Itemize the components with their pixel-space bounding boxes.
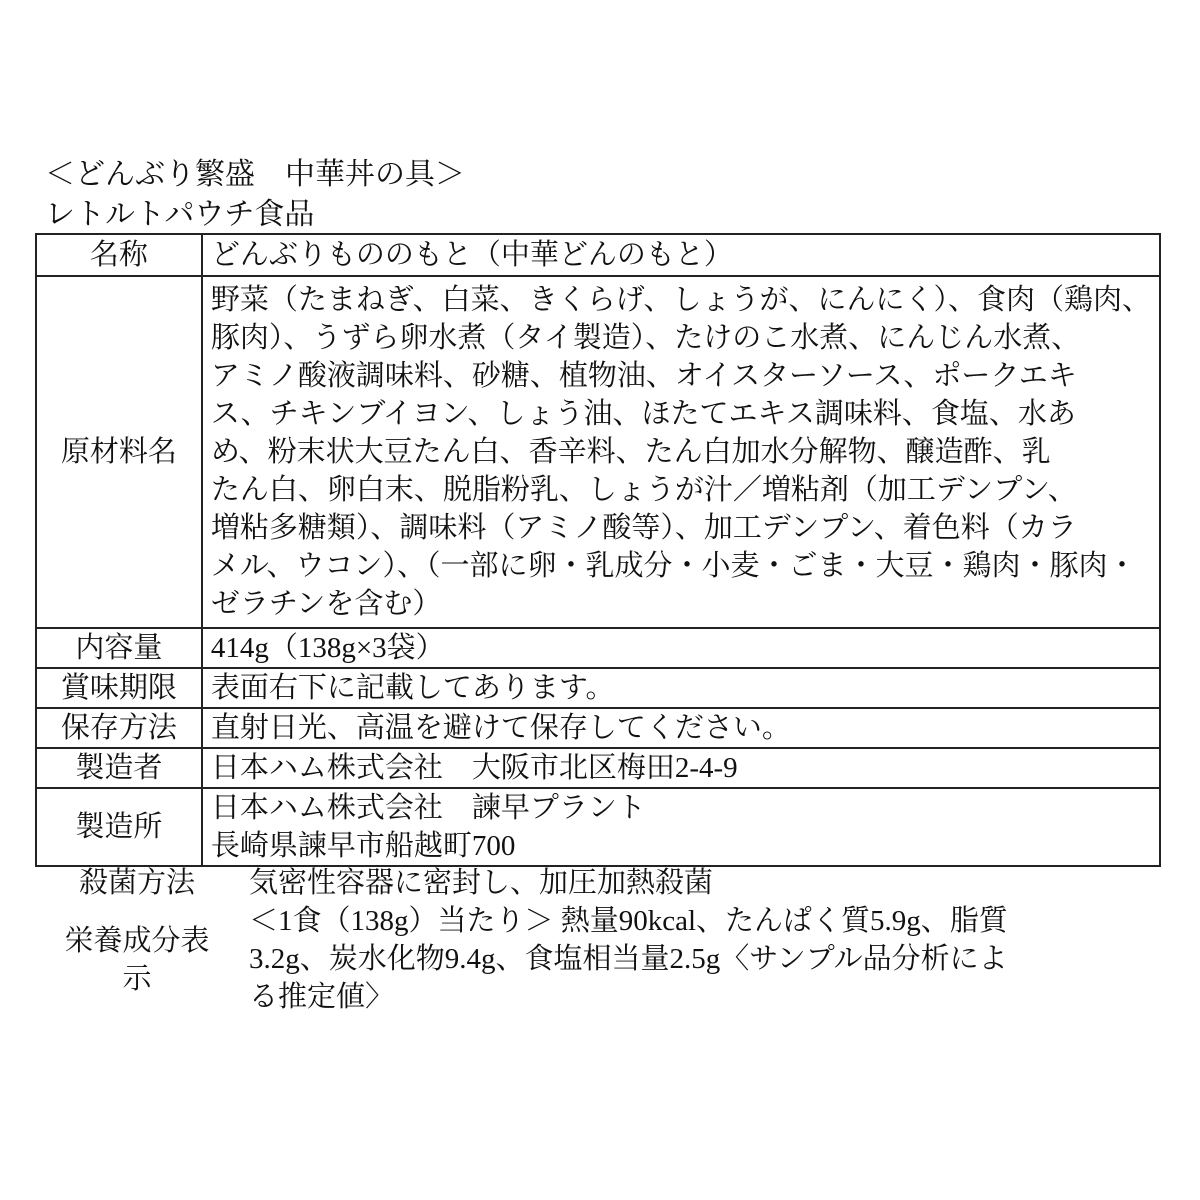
row-ingredients [36,276,1160,628]
ingredients-line: アミノ酸液調味料、砂糖、植物油、オイスターソース、ポークエキ [210,360,1077,392]
row-label: 保存方法 [36,708,202,748]
row-plant [36,788,1160,866]
row-label: 製造者 [36,748,202,788]
ingredients-line: 野菜（たまねぎ、白菜、きくらげ、しょうが、にんにく）、食肉（鶏肉、 [210,284,1151,316]
ingredients-value [202,276,1160,628]
plant-line: 日本ハム株式会社 諫早プラント [210,792,646,824]
row-label: 製造所 [36,788,202,866]
row-content [36,628,1160,668]
plant-value [202,788,1160,866]
label-table [35,233,1161,867]
nutrition-label-line: 栄養成分表 [64,925,210,957]
sterilization-value: 気密性容器に密封し、加圧加熱殺菌 [249,867,714,899]
ingredients-line: め、粉末状大豆たん白、香辛料、たん白加水分解物、醸造酢、乳 [210,436,1051,468]
nutrition-line: ＜1食（138g）当たり＞ 熱量90kcal、たんぱく質5.9g、脂質 [249,905,1008,937]
row-label: 原材料名 [36,276,202,628]
nutrition-line: る推定値〉 [249,981,395,1013]
ingredients-line: たん白、卵白末、脱脂粉乳、しょうが汁／増粘剤（加工デンプン、 [210,474,1077,506]
product-subtitle: レトルトパウチ食品 [45,198,315,231]
sterilization-label: 殺菌方法 [78,867,195,899]
product-title: ＜どんぶり繁盛 中華丼の具＞ [45,158,465,191]
row-label: 内容量 [36,628,202,668]
row-value: どんぶりもののもと（中華どんのもと） [202,234,1160,276]
ingredients-line: 豚肉）、うずら卵水煮（タイ製造）、たけのこ水煮、にんじん水煮、 [210,322,1081,354]
row-label: 名称 [36,234,202,276]
row-best-before [36,668,1160,708]
plant-line: 長崎県諫早市船越町700 [210,830,516,862]
row-value: 日本ハム株式会社 大阪市北区梅田2-4-9 [202,748,1160,788]
ingredients-line: ス、チキンブイヨン、しょう油、ほたてエキス調味料、食塩、水あ [210,398,1076,430]
row-name [36,234,1160,276]
ingredients-line: メル、ウコン）、（一部に卵・乳成分・小麦・ごま・大豆・鶏肉・豚肉・ [210,550,1137,582]
row-storage [36,708,1160,748]
row-label: 賞味期限 [36,668,202,708]
nutrition-label-line: 示 [122,963,152,995]
row-value: 直射日光、高温を避けて保存してください。 [202,708,1160,748]
ingredients-line: ゼラチンを含む） [210,588,442,620]
row-value: 表面右下に記載してあります。 [202,668,1160,708]
nutrition-line: 3.2g、炭水化物9.4g、食塩相当量2.5g〈サンプル品分析によ [249,943,1008,975]
ingredients-line: 増粘多糖類）、調味料（アミノ酸等）、加工デンプン、着色料（カラ [210,512,1077,544]
row-value: 414g（138g×3袋） [202,628,1160,668]
row-manufacturer [36,748,1160,788]
